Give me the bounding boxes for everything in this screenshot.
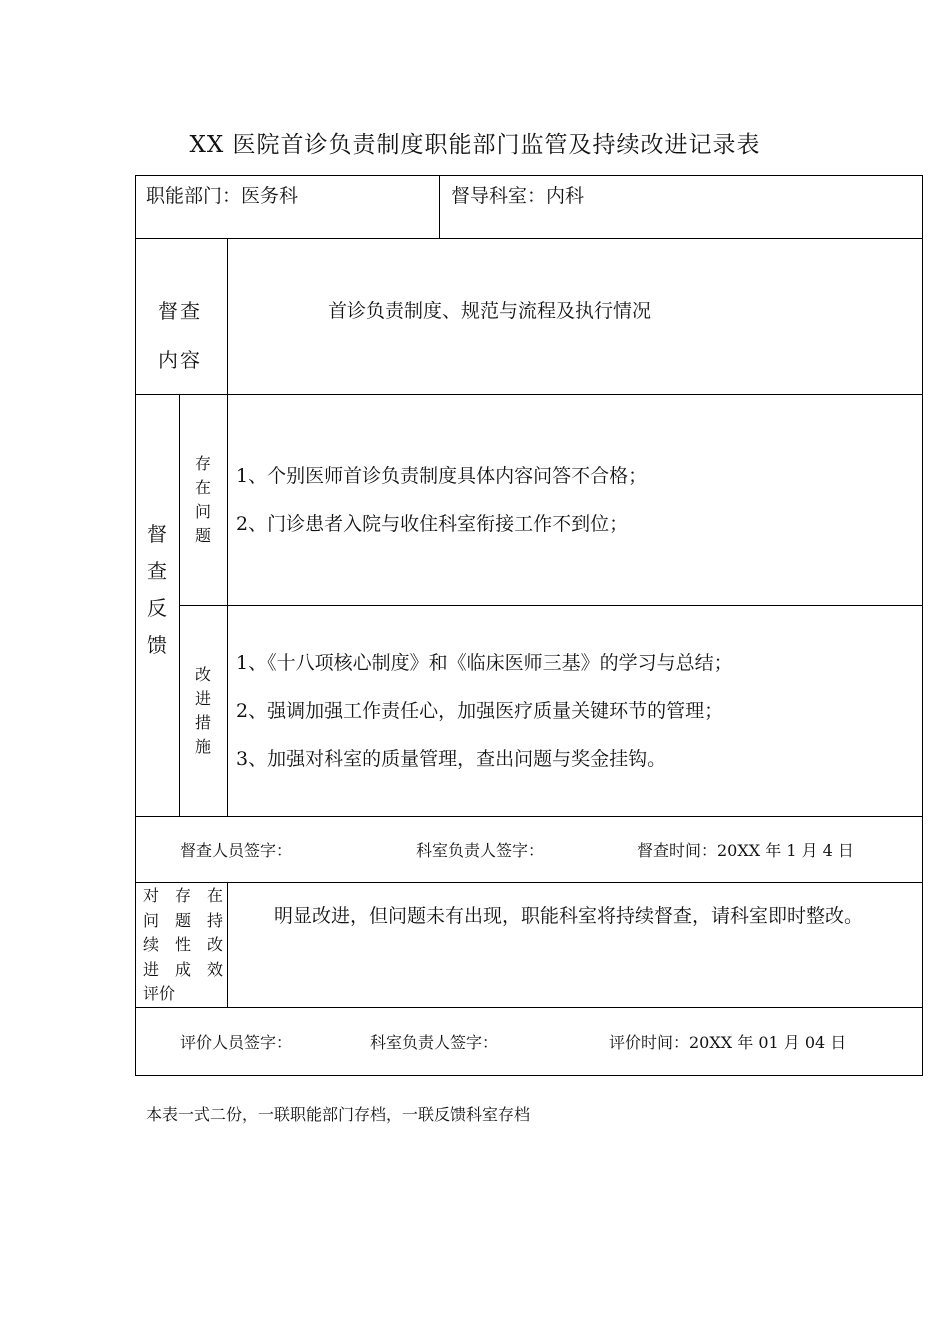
inspection-time: 督查时间：20XX 年 1 月 4 日 [637, 841, 854, 860]
problems-label-char: 问 [194, 502, 211, 521]
col-divider [179, 394, 180, 816]
problem-item: 2、门诊患者入院与收住科室衔接工作不到位； [236, 513, 629, 535]
row-divider [135, 394, 923, 395]
feedback-label-char: 查 [147, 559, 167, 583]
row-divider [135, 816, 923, 817]
content-label-line1: 督查 [158, 299, 202, 323]
dept-head-signature-label: 科室负责人签字： [416, 841, 545, 860]
col-divider [227, 882, 228, 1007]
measures-label-char: 措 [194, 713, 211, 732]
inspector-signature-label: 督查人员签字： [180, 841, 293, 860]
problem-item: 1、个别医师首诊负责制度具体内容问答不合格； [236, 465, 648, 487]
measures-label-char: 进 [194, 689, 211, 708]
content-label-line2: 内容 [158, 348, 202, 372]
measure-item: 3、加强对科室的质量管理，查出问题与奖金挂钩。 [236, 748, 667, 770]
problems-label-char: 存 [194, 454, 211, 473]
footnote: 本表一式二份，一联职能部门存档，一联反馈科室存档 [146, 1105, 531, 1124]
supervised-dept: 督导科室：内科 [451, 185, 585, 207]
functional-dept: 职能部门：医务科 [146, 185, 299, 207]
evaluation-label-line: 评价 [143, 984, 176, 1003]
problems-label [183, 452, 223, 548]
measures-label [183, 663, 223, 759]
content-text: 首诊负责制度、规范与流程及执行情况 [328, 300, 652, 322]
feedback-label [140, 516, 174, 664]
measure-item: 1、《十八项核心制度》和《临床医师三基》的学习与总结； [236, 652, 733, 674]
measures-label-char: 施 [194, 737, 211, 756]
row-divider [135, 882, 923, 883]
problems-label-char: 在 [194, 478, 211, 497]
dept-head-signature-label-2: 科室负责人签字： [370, 1033, 499, 1052]
feedback-label-char: 督 [147, 522, 167, 546]
measures-label-char: 改 [194, 665, 211, 684]
row-divider [179, 605, 923, 606]
evaluation-label-line: 问 题 持 [143, 910, 223, 930]
evaluation-text: 明显改进，但问题未有出现，职能科室将持续督查，请科室即时整改。 [274, 905, 864, 927]
feedback-label-char: 馈 [147, 633, 167, 657]
measure-item: 2、强调加强工作责任心，加强医疗质量关键环节的管理； [236, 700, 724, 722]
evaluator-signature-label: 评价人员签字： [180, 1033, 293, 1052]
problems-label-char: 题 [194, 526, 211, 545]
evaluation-time: 评价时间：20XX 年 01 月 04 日 [609, 1033, 847, 1052]
evaluation-label [143, 884, 223, 1007]
col-divider [439, 175, 440, 238]
evaluation-label-line: 续 性 改 [143, 935, 223, 954]
feedback-label-char: 反 [147, 596, 167, 620]
col-divider [227, 238, 228, 816]
row-divider [135, 238, 923, 239]
evaluation-label-line: 进 成 效 [143, 959, 223, 979]
evaluation-label-line: 对 存 在 [143, 886, 223, 905]
form-title: XX 医院首诊负责制度职能部门监管及持续改进记录表 [189, 132, 761, 158]
row-divider [135, 1007, 923, 1008]
